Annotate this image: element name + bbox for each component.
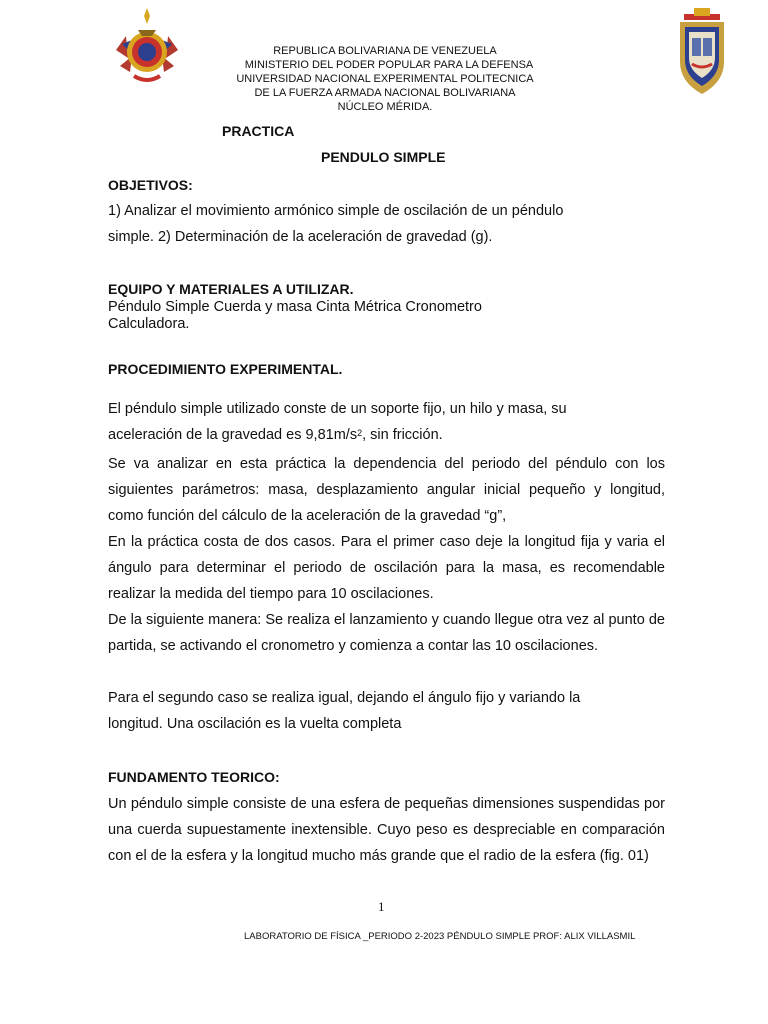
header-line-4: DE LA FUERZA ARMADA NACIONAL BOLIVARIANA — [254, 87, 516, 99]
gravity-text-end: , sin fricción. — [362, 427, 443, 443]
institution-header — [200, 44, 570, 114]
military-seal-icon — [112, 6, 182, 86]
procedure-p5-line-2: longitud. Una oscilación es la vuelta completa — [108, 716, 402, 732]
objectives-heading: OBJETIVOS: — [108, 177, 193, 193]
procedure-p1-line-2 — [108, 422, 668, 448]
header-line-5: NÚCLEO MÉRIDA. — [337, 101, 433, 113]
page-footer: LABORATORIO DE FÍSICA _PERIODO 2-2023 PÉNDULO SIMPLE PROF: ALIX VILLASMIL — [244, 931, 636, 942]
equipment-line-2: Calculadora. — [108, 316, 190, 332]
procedure-paragraph-2: Se va analizar en esta práctica la dependencia del periodo del péndulo con los siguientes parámetros: masa, desplazamiento angular inicial pequeño y longitud, como función del cálculo de la aceleración de la gravedad “g”, — [108, 456, 665, 524]
document-title: PENDULO SIMPLE — [321, 149, 446, 165]
objectives-text — [108, 198, 668, 250]
procedure-paragraph-4: De la siguiente manera: Se realiza el lanzamiento y cuando llegue otra vez al punto de partida, se activando el cronometro y comienza a contar las 10 oscilaciones. — [108, 612, 665, 654]
theory-heading: FUNDAMENTO TEORICO: — [108, 769, 280, 785]
objectives-line-2: simple. 2) Determinación de la aceleración de gravedad (g). — [108, 229, 493, 245]
equipment-heading: EQUIPO Y MATERIALES A UTILIZAR. — [108, 281, 354, 297]
theory-paragraph: Un péndulo simple consiste de una esfera de pequeñas dimensiones suspendidas por una cuerda supuestamente inextensible. Cuyo peso es despreciable en comparación con el de la esfera y la longitud mucho más grande que el radio de la esfera (fig. 01) — [108, 796, 665, 864]
procedure-p1-line-1: El péndulo simple utilizado conste de un soporte fijo, un hilo y masa, su — [108, 401, 567, 417]
practice-label: PRACTICA — [222, 123, 295, 139]
university-shield-icon — [676, 8, 728, 96]
procedure-heading: PROCEDIMIENTO EXPERIMENTAL. — [108, 361, 343, 377]
procedure-p5-line-1: Para el segundo caso se realiza igual, dejando el ángulo fijo y variando la — [108, 690, 581, 706]
gravity-text: aceleración de la gravedad es 9,81m/s — [108, 427, 358, 443]
header-line-1: REPUBLICA BOLIVARIANA DE VENEZUELA — [273, 45, 497, 57]
equipment-list — [108, 299, 668, 333]
header-line-2: MINISTERIO DEL PODER POPULAR PARA LA DEFENSA — [244, 59, 534, 71]
header-line-3: UNIVERSIDAD NACIONAL EXPERIMENTAL POLITECNICA — [236, 73, 534, 85]
procedure-paragraph-1 — [108, 396, 668, 448]
exponent: 2 — [357, 428, 363, 438]
procedure-paragraph-5 — [108, 685, 668, 737]
procedure-paragraph-3: En la práctica costa de dos casos. Para el primer caso deje la longitud fija y varia el ángulo para determinar el periodo de oscilación para la masa, es recomendable realizar la medida del tiempo para 10 oscilaciones. — [108, 534, 665, 602]
objectives-line-1: 1) Analizar el movimiento armónico simple de oscilación de un péndulo — [108, 203, 564, 219]
equipment-line-1: Péndulo Simple Cuerda y masa Cinta Métrica Cronometro — [108, 299, 482, 315]
page-number: 1 — [378, 899, 385, 914]
